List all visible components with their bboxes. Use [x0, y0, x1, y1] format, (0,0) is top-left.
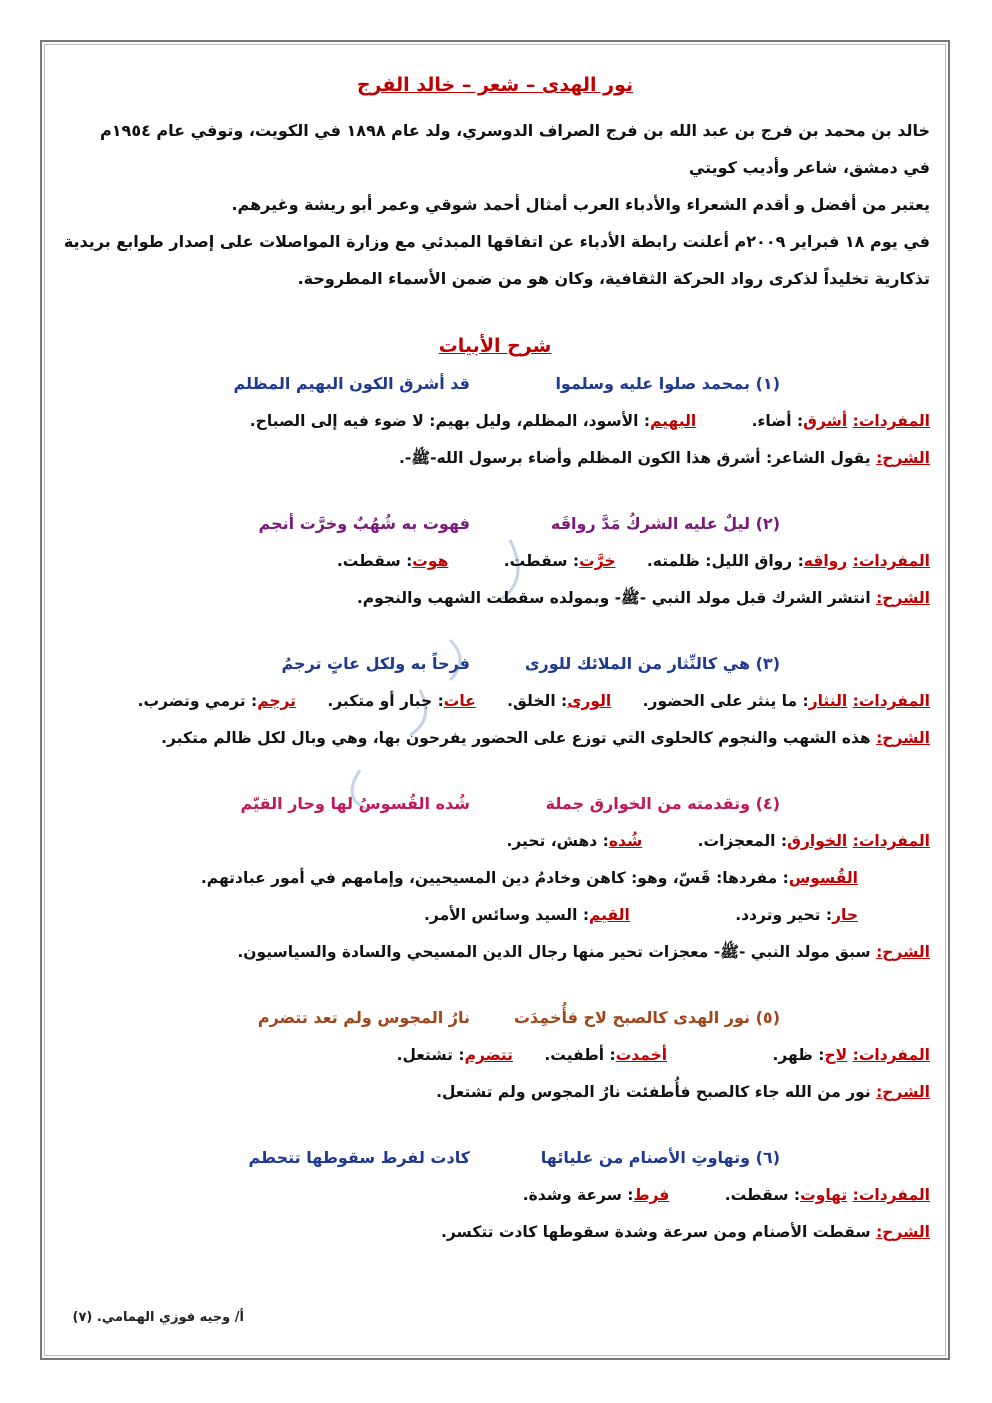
explain-text: يقول الشاعر: أشرق هذا الكون المظلم وأضاء برسول الله-ﷺ-.: [399, 449, 871, 467]
vocab-meaning: : تحير وتردد.: [735, 906, 833, 924]
explain-line: [60, 720, 930, 757]
vocab-meaning: : سقطت.: [724, 1186, 801, 1204]
vocab-meaning: : دهش، تحير.: [506, 832, 609, 850]
vocab-line: [60, 403, 930, 440]
explain-label: الشرح:: [876, 729, 930, 747]
page-footer: أ/ وجيه فوزي الهمامي. (٧): [72, 1310, 244, 1325]
vocab-line: [60, 1037, 930, 1074]
verse-2: [60, 505, 930, 543]
explain-text: سقطت الأصنام ومن سرعة وشدة سقوطها كادت تتكسر.: [441, 1223, 871, 1241]
hemistich-2: قد أشرق الكون البهيم المظلم: [233, 374, 470, 393]
vocab-meaning: : أطفيت.: [544, 1046, 616, 1064]
verse-block-6: [60, 1139, 930, 1251]
hemistich-2: كادت لفرط سقوطها تتحطم: [248, 1148, 470, 1167]
bio-paragraph: [60, 112, 930, 297]
explain-label: الشرح:: [876, 449, 930, 467]
verse-block-1: [60, 365, 930, 477]
vocab-line: [60, 1177, 930, 1214]
verse-3: [60, 645, 930, 683]
section-title: شرح الأبيات: [438, 335, 552, 357]
vocab-word: القُسوس: [788, 869, 858, 887]
bio-line: تذكارية تخليداً لذكرى رواد الحركة الثقافية، وكان هو من ضمن الأسماء المطروحة.: [297, 269, 930, 288]
verse-6: [60, 1139, 930, 1177]
vocab-label: المفردات:: [852, 692, 930, 710]
explain-text: نور من الله جاء كالصبح فأُطفئت نارُ المجوس ولم تشتعل.: [436, 1083, 871, 1101]
vocab-word: تهاوت: [800, 1186, 848, 1204]
vocab-meaning: : المعجزات.: [697, 832, 788, 850]
vocab-meaning: : رواق الليل: ظلمته.: [646, 552, 804, 570]
hemistich-1: (٤) وتقدمته من الخوارق جملة: [545, 794, 780, 813]
vocab-meaning: : ما ينثر على الحضور.: [642, 692, 809, 710]
vocab-meaning: : ترمي وتضرب.: [137, 692, 258, 710]
verse-block-2: [60, 505, 930, 617]
vocab-line: [60, 897, 930, 934]
vocab-label: المفردات:: [852, 1046, 930, 1064]
hemistich-2: فهوت به شُهُبٌ وخرَّت أنجم: [258, 514, 470, 533]
explain-text: انتشر الشرك قبل مولد النبي -ﷺ- وبمولده سقطت الشهب والنجوم.: [356, 589, 871, 607]
explain-line: [60, 440, 930, 477]
vocab-label: المفردات:: [852, 1186, 930, 1204]
explain-line: [60, 934, 930, 971]
explain-label: الشرح:: [876, 943, 930, 961]
verse-block-4: [60, 785, 930, 971]
vocab-meaning: : سرعة وشدة.: [522, 1186, 634, 1204]
vocab-word: حار: [832, 906, 858, 924]
bio-line: في دمشق، شاعر وأديب كويتي: [688, 158, 930, 177]
vocab-word: خرَّت: [579, 552, 616, 570]
vocab-line: [60, 823, 930, 860]
explain-label: الشرح:: [876, 1083, 930, 1101]
vocab-word: أشرق: [803, 412, 848, 430]
vocab-meaning: : الأسود، المظلم، وليل بهيم: لا ضوء فيه إلى الصباح.: [249, 412, 651, 430]
vocab-meaning: : جبار أو متكبر.: [327, 692, 444, 710]
page-title: نور الهدى – شعر – خالد الفرج: [356, 74, 634, 96]
vocab-label: المفردات:: [852, 552, 930, 570]
bio-line: يعتبر من أفضل و أقدم الشعراء والأدباء العرب أمثال أحمد شوقي وعمر أبو ريشة وغيرهم.: [231, 195, 930, 214]
vocab-line: [60, 860, 930, 897]
vocab-word: شُده: [608, 832, 643, 850]
verse-1: [60, 365, 930, 403]
vocab-meaning: : ظهر.: [772, 1046, 825, 1064]
vocab-label: المفردات:: [852, 832, 930, 850]
vocab-meaning: : سقطت.: [336, 552, 413, 570]
vocab-word: البهيم: [650, 412, 697, 430]
explain-line: [60, 1074, 930, 1111]
verse-block-5: [60, 999, 930, 1111]
hemistich-1: (٢) ليلٌ عليه الشركُ مَدَّ رواقَه: [550, 514, 780, 533]
vocab-line: [60, 543, 930, 580]
hemistich-1: (٥) نور الهدى كالصبح لاح فأُخمِدَت: [513, 1008, 780, 1027]
hemistich-2: فرحاً به ولكل عاتٍ ترجمُ: [281, 654, 470, 673]
verse-5: [60, 999, 930, 1037]
vocab-word: النثار: [808, 692, 848, 710]
explain-line: [60, 1214, 930, 1251]
vocab-word: عات: [443, 692, 476, 710]
vocab-word: فرط: [633, 1186, 670, 1204]
vocab-meaning: : السيد وسائس الأمر.: [424, 906, 590, 924]
hemistich-2: نارُ المجوس ولم تعد تتضرم: [257, 1008, 470, 1027]
verse-block-3: [60, 645, 930, 757]
vocab-word: لاح: [824, 1046, 848, 1064]
vocab-word: ترجم: [257, 692, 296, 710]
vocab-meaning: : مفردها: قَسّ، وهو: كاهن وخادمُ دين المسيحيين، وإمامهم في أمور عبادتهم.: [200, 869, 789, 887]
vocab-meaning: : تشتعل.: [396, 1046, 465, 1064]
vocab-word: الخوارق: [787, 832, 848, 850]
vocab-word: الورى: [567, 692, 612, 710]
hemistich-1: (٣) هي كالنِّثار من الملائك للورى: [524, 654, 780, 673]
page-content: [60, 70, 930, 1251]
explain-label: الشرح:: [876, 1223, 930, 1241]
explain-line: [60, 580, 930, 617]
hemistich-2: شُده القُسوسُ لها وحار القيّم: [240, 794, 470, 813]
vocab-word: القيم: [589, 906, 630, 924]
vocab-meaning: : سقطت.: [503, 552, 580, 570]
vocab-word: رواقه: [803, 552, 848, 570]
explain-text: هذه الشهب والنجوم كالحلوى التي توزع على الحضور يفرحون بها، وهي وبال لكل ظالم متكبر.: [161, 729, 871, 747]
hemistich-1: (١) بمحمد صلوا عليه وسلموا: [555, 374, 780, 393]
bio-line: خالد بن محمد بن فرج بن عبد الله بن فرج الصراف الدوسري، ولد عام ١٨٩٨ في الكويت، وتوفي عام ١٩٥٤م: [100, 121, 930, 140]
vocab-word: هوت: [412, 552, 449, 570]
hemistich-1: (٦) وتهاوتِ الأصنام من عليائها: [540, 1148, 780, 1167]
vocab-meaning: : أضاء.: [751, 412, 804, 430]
bio-line: في يوم ١٨ فبراير ٢٠٠٩م أعلنت رابطة الأدباء عن اتفاقها المبدئي مع وزارة المواصلات على إصدار طوابع بريدية: [63, 232, 930, 251]
explain-text: سبق مولد النبي -ﷺ- معجزات تحير منها رجال الدين المسيحي والسادة والسياسيون.: [237, 943, 871, 961]
vocab-meaning: : الخلق.: [507, 692, 568, 710]
explain-label: الشرح:: [876, 589, 930, 607]
vocab-word: تتضرم: [464, 1046, 514, 1064]
vocab-label: المفردات:: [852, 412, 930, 430]
verse-4: [60, 785, 930, 823]
vocab-word: أخمدت: [615, 1046, 668, 1064]
vocab-line: [60, 683, 930, 720]
